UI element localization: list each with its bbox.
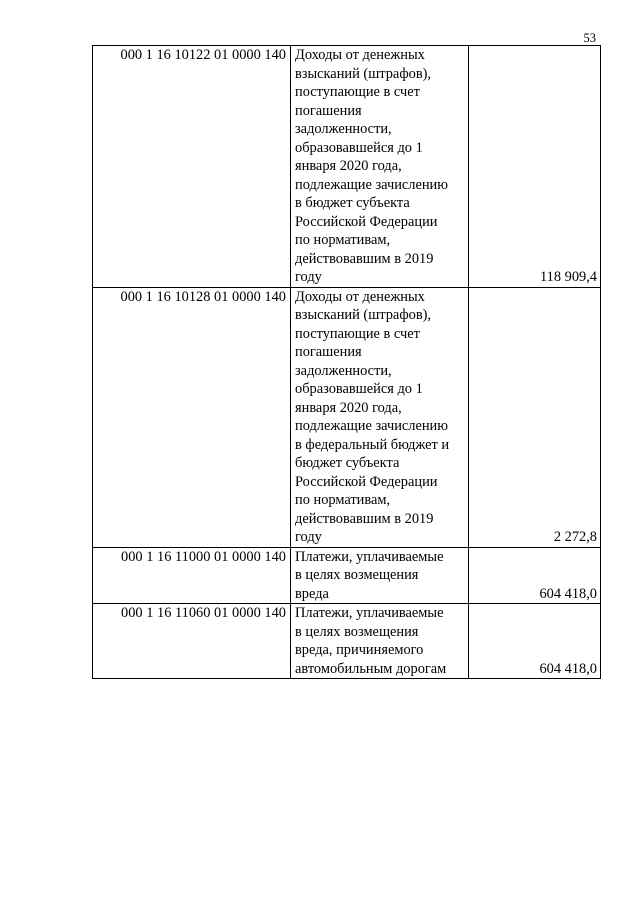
- revenue-name-line: подлежащие зачислению: [295, 176, 449, 193]
- revenue-name-line: подлежащие зачислению: [295, 418, 449, 434]
- revenue-name-line: вреда: [295, 585, 329, 602]
- revenue-name-line: поступающие в счет: [295, 325, 420, 342]
- revenue-name-line: в целях возмещения: [295, 623, 419, 640]
- revenue-name-line: задолженности,: [295, 121, 392, 137]
- revenue-name-line: Доходы от денежных: [295, 288, 425, 305]
- revenue-name-line: погашения: [295, 102, 362, 119]
- revenue-name-cell: [291, 287, 469, 547]
- revenue-name-line: в бюджет субъекта: [295, 195, 410, 211]
- revenue-name-cell: [291, 547, 469, 604]
- revenue-name-line: году: [295, 269, 322, 285]
- revenue-name-line: образовавшейся до 1: [295, 139, 423, 156]
- table-row: [93, 287, 601, 547]
- page-number: 53: [583, 31, 596, 45]
- amount-cell: 604 418,0: [469, 547, 601, 604]
- revenue-name-line: взысканий (штрафов),: [295, 307, 432, 323]
- amount-cell: 118 909,4: [469, 46, 601, 288]
- revenue-name-line: автомобильным дорогам: [295, 660, 447, 677]
- amount-cell: 604 418,0: [469, 604, 601, 679]
- revenue-name-line: образовавшейся до 1: [295, 381, 423, 397]
- revenue-name-line: вреда, причиняемого: [295, 642, 424, 658]
- revenue-name-line: Доходы от денежных: [295, 47, 425, 63]
- budget-code-cell: 000 1 16 10128 01 0000 140: [93, 287, 291, 547]
- revenue-name-line: января 2020 года,: [295, 399, 402, 416]
- amount-cell: 2 272,8: [469, 287, 601, 547]
- table-row: [93, 547, 601, 604]
- revenue-name-line: в целях возмещения: [295, 567, 419, 583]
- revenue-name-line: действовавшим в 2019: [295, 250, 434, 267]
- revenue-name-line: действовавшим в 2019: [295, 510, 434, 527]
- revenue-name-line: поступающие в счет: [295, 84, 420, 100]
- revenue-name-cell: [291, 604, 469, 679]
- budget-code-cell: 000 1 16 11060 01 0000 140: [93, 604, 291, 679]
- revenue-name-line: по нормативам,: [295, 232, 391, 248]
- table-row: [93, 46, 601, 288]
- revenue-table: [92, 45, 601, 679]
- revenue-name-line: в федеральный бюджет и: [295, 436, 450, 453]
- revenue-name-line: Российской Федерации: [295, 473, 438, 490]
- revenue-name-line: задолженности,: [295, 362, 392, 379]
- revenue-name-line: января 2020 года,: [295, 158, 402, 174]
- revenue-name-line: погашения: [295, 344, 362, 360]
- budget-code-cell: 000 1 16 10122 01 0000 140: [93, 46, 291, 288]
- revenue-name-line: году: [295, 529, 322, 545]
- revenue-name-line: по нормативам,: [295, 492, 391, 508]
- revenue-name-line: бюджет субъекта: [295, 455, 400, 471]
- revenue-name-line: Российской Федерации: [295, 213, 438, 230]
- revenue-name-cell: [291, 46, 469, 288]
- revenue-name-line: взысканий (штрафов),: [295, 65, 432, 82]
- table-row: [93, 604, 601, 679]
- revenue-name-line: Платежи, уплачиваемые: [295, 548, 444, 565]
- revenue-name-line: Платежи, уплачиваемые: [295, 605, 444, 621]
- budget-code-cell: 000 1 16 11000 01 0000 140: [93, 547, 291, 604]
